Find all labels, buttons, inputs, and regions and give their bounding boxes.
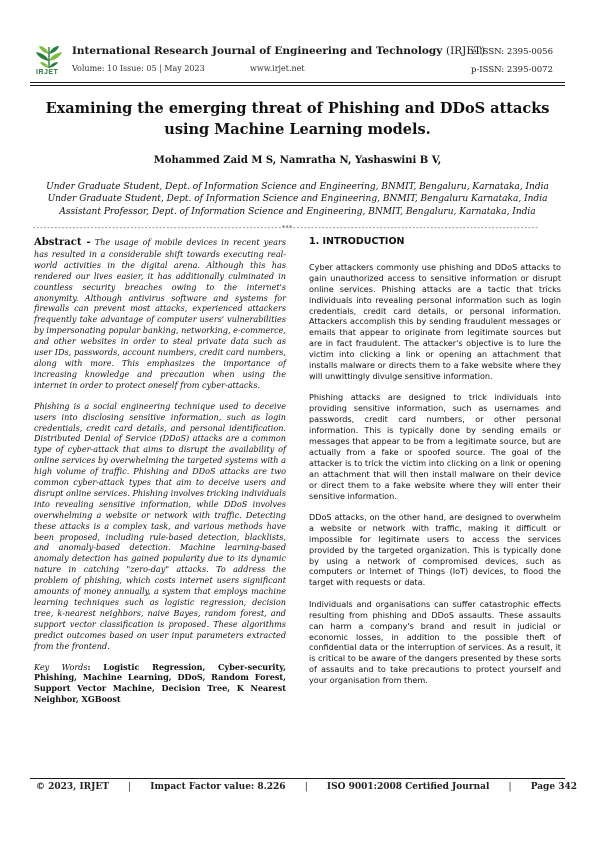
journal-header [34, 40, 561, 82]
journal-abbr: (IRJET) [445, 45, 486, 57]
abstract-text-1: The usage of mobile devices in recent years has resulted in a considerable shift towards executing real-world activities in the digital arena. Although this has rendered our lives easier, it has additionally culminated in countless security breaches owing to the internet's anonymity. Although antivirus software and systems for firewalls can prevent most attacks, experienced attackers frequently take advantage of computer users' vulnerabilities by impersonating popular banking, networking, e-commerce, and other websites in order to steal private data such as user IDs, passwords, account numbers, credit card numbers, along with more. This emphasizes the importance of increasing knowledge and precaution when using the internet in order to protect oneself from cyber-attacks. [34, 237, 286, 390]
affiliations [40, 181, 555, 218]
intro-paragraph-4: Individuals and organisations can suffer catastrophic effects resulting from phishing and DDoS assaults. These assaults can harm a company's brand and result in judicial or economic losses, in addition to the possible theft of confidential data or the interruption of services. As a result, it is critical to be aware of the dangers presented by these sorts of assaults and to take precautions to protect yourself and your organisation from them. [309, 598, 561, 686]
footer-iso: ISO 9001:2008 Certified Journal [326, 782, 490, 792]
footer-divider-3: | [508, 782, 512, 792]
keywords [34, 662, 286, 706]
intro-paragraph-2: Phishing attacks are designed to trick individuals into providing sensitive information, such as usernames and passwords, credit card numbers, or other personal information. This is typically done by sending emails or messages that appear to be from a legitimate source, but are actually from a fake or spoofed source. The goal of the attacker is to trick the victim into clicking on a link or opening an attachment that will then install malware on their device or direct them to a fake website where they will enter their sensitive information. [309, 392, 561, 501]
left-column [34, 237, 286, 705]
abstract-paragraph-1 [34, 237, 286, 391]
affiliation-2: Under Graduate Student, Dept. of Information Science and Engineering, BNMIT, Bengaluru Karnataka, India [47, 194, 548, 205]
e-issn: e-ISSN: 2395-0056 [471, 47, 553, 57]
intro-paragraph-3: DDoS attacks, on the other hand, are designed to overwhelm a website or network with traffic, making it difficult or impossible for legitimate users to access the services provided by the targeted organization. This is typically done by using a network of compromised devices, such as computers or Internet of Things (IoT) devices, to flood the target with requests or data. [309, 511, 561, 588]
header-divider [30, 82, 565, 83]
page-footer [36, 782, 577, 792]
paper-title: Examining the emerging threat of Phishing and DDoS attacks using Machine Learning models. [45, 100, 550, 138]
footer-divider [30, 778, 565, 779]
header-divider-thin [30, 85, 565, 86]
footer-divider-1: | [128, 782, 132, 792]
p-issn: p-ISSN: 2395-0072 [470, 65, 553, 75]
footer-impact-factor: Impact Factor value: 8.226 [150, 782, 286, 792]
volume-issue: Volume: 10 Issue: 05 | May 2023 [72, 64, 205, 73]
irjet-logo [34, 44, 64, 80]
affiliation-3: Assistant Professor, Dept. of Information Science and Engineering, BNMIT, Bengaluru, Karnataka, India [59, 206, 536, 217]
footer-divider-2: | [304, 782, 308, 792]
abstract-heading: Abstract - [34, 237, 91, 248]
author-list: Mohammed Zaid M S, Namratha N, Yashaswini B V, [153, 155, 442, 166]
section-separator: ---------------------------------------------------------------------***-------------------------------------------------------------------- [32, 225, 539, 231]
introduction-heading: 1. INTRODUCTION [309, 236, 405, 247]
affiliation-1: Under Graduate Student, Dept. of Information Science and Engineering, BNMIT, Bengaluru, Karnataka, India [46, 182, 549, 192]
keywords-label: Key Words [34, 661, 88, 672]
abstract-paragraph-2: Phishing is a social engineering technique used to deceive users into disclosing sensitive information, such as login credentials, credit card details, and personal identification. Distributed Denial of Service (DDoS) attacks are a common type of cyber-attack that aims to disrupt the availability of online services by overwhelming the targeted systems with a high volume of traffic. Phishing and DDoS attacks are two common cyber-attack types that aim to deceive users and disrupt online services. Phishing involves tricking individuals into revealing sensitive information, while DDoS involves overwhelming a website or network with traffic. Detecting these attacks is a complex task, and various methods have been proposed, including rule-based detection, blacklists, and anomaly-based detection. Machine learning-based anomaly detection has gained popularity due to its dynamic nature in catching "zero-day" attacks. To address the problem of phishing, which costs internet users significant amounts of money annually, a system that employs machine learning techniques such as logistic regression, decision tree, k-nearest neighbors, naive Bayes, random forest, and support vector classification is proposed. These algorithms predict outcomes based on user input parameters extracted from the frontend. [34, 400, 286, 651]
journal-title [72, 45, 485, 57]
logo-text: IRJET [36, 69, 59, 76]
journal-name: International Research Journal of Engineering and Technology [72, 45, 443, 57]
leaf-logo-icon [34, 44, 64, 70]
footer-page-number: Page 342 [530, 782, 577, 792]
journal-website-link[interactable]: www.irjet.net [250, 64, 305, 73]
intro-paragraph-1: Cyber attackers commonly use phishing and DDoS attacks to gain unauthorized access to sensitive information or disrupt online services. Phishing attacks are a tactic that tricks individuals into revealing personal information such as login credentials, credit card details, or personal information. Attackers accomplish this by sending fraudulent messages or emails that appear to originate from legitimate sources but are in fact fraudulent. The attacker's objective is to lure the victim into clicking a link or opening an attachment that installs malware or directs them to a fake website where they will unwittingly divulge sensitive information. [309, 261, 561, 381]
footer-copyright: © 2023, IRJET [36, 782, 109, 792]
right-column [309, 237, 561, 697]
keywords-text: : Logistic Regression, Cyber-security, Phishing, Machine Learning, DDoS, Random Forest, Support Vector Machine, Decision Tree, K Nearest Neighbor, XGBoost [34, 661, 286, 705]
